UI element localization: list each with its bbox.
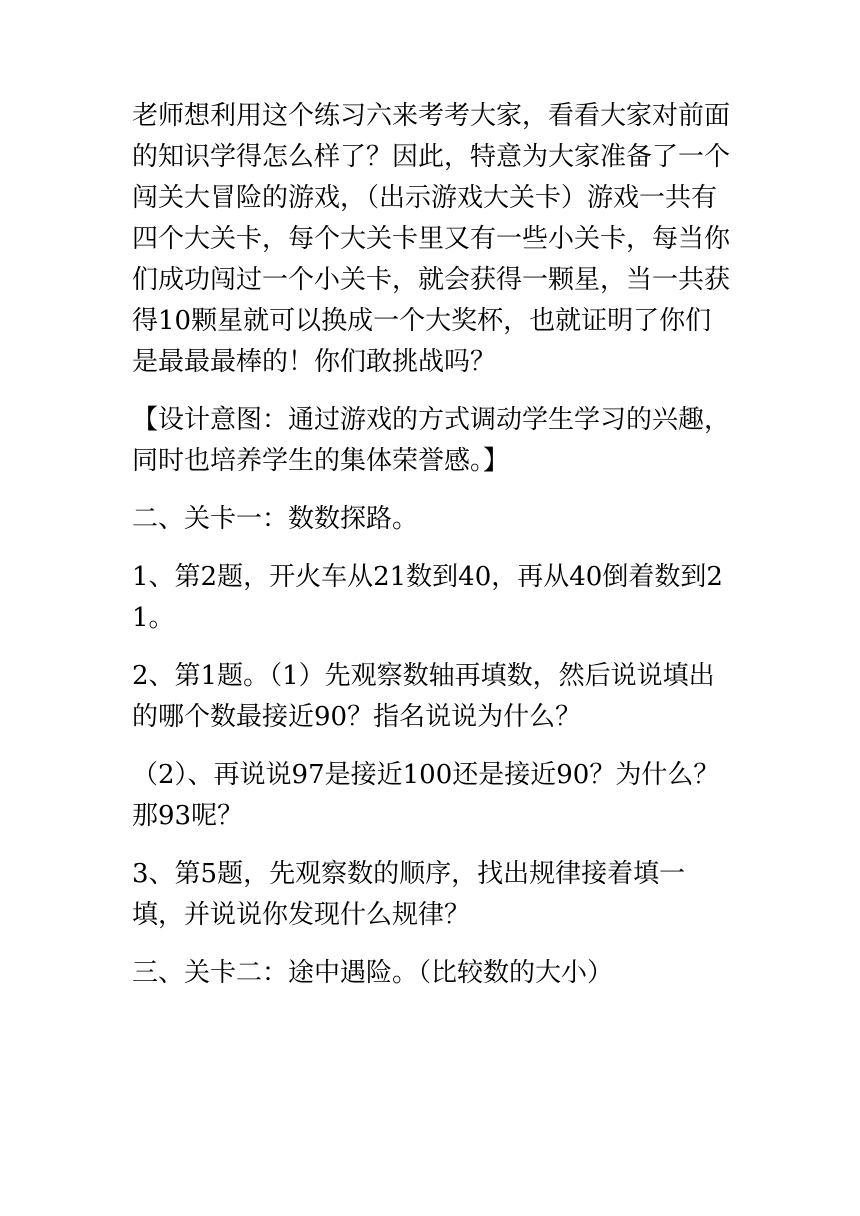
section-three-heading: 三、关卡二：途中遇险。（比较数的大小） bbox=[132, 958, 614, 988]
document-body bbox=[132, 96, 732, 1011]
item-two-sub-paragraph: （2）、再说说97是接近100还是接近90？为什么？那93呢？ bbox=[132, 760, 720, 831]
design-intent-paragraph: 【设计意图：通过游戏的方式调动学生学习的兴趣，同时也培养学生的集体荣誉感。】 bbox=[132, 405, 731, 476]
intro-paragraph: 老师想利用这个练习六来考考大家，看看大家对前面的知识学得怎么样了？因此，特意为大家准备了一个闯关大冒险的游戏，（出示游戏大关卡）游戏一共有四个大关卡，每个大关卡里又有一些小关卡，每当你们成功闯过一个小关卡，就会获得一颗星，当一共获得10颗星就可以换成一个大奖杯，也就证明了你们是最最最棒的！你们敢挑战吗？ bbox=[132, 101, 731, 377]
item-three-paragraph: 3、第5题，先观察数的顺序，找出规律接着填一填，并说说你发现什么规律？ bbox=[132, 859, 686, 930]
item-one-paragraph: 1、第2题，开火车从21数到40，再从40倒着数到21。 bbox=[132, 562, 723, 633]
item-two-paragraph: 2、第1题。（1）先观察数轴再填数，然后说说填出的哪个数最接近90？指名说说为什么？ bbox=[132, 661, 715, 732]
section-two-heading: 二、关卡一：数数探路。 bbox=[132, 504, 419, 534]
